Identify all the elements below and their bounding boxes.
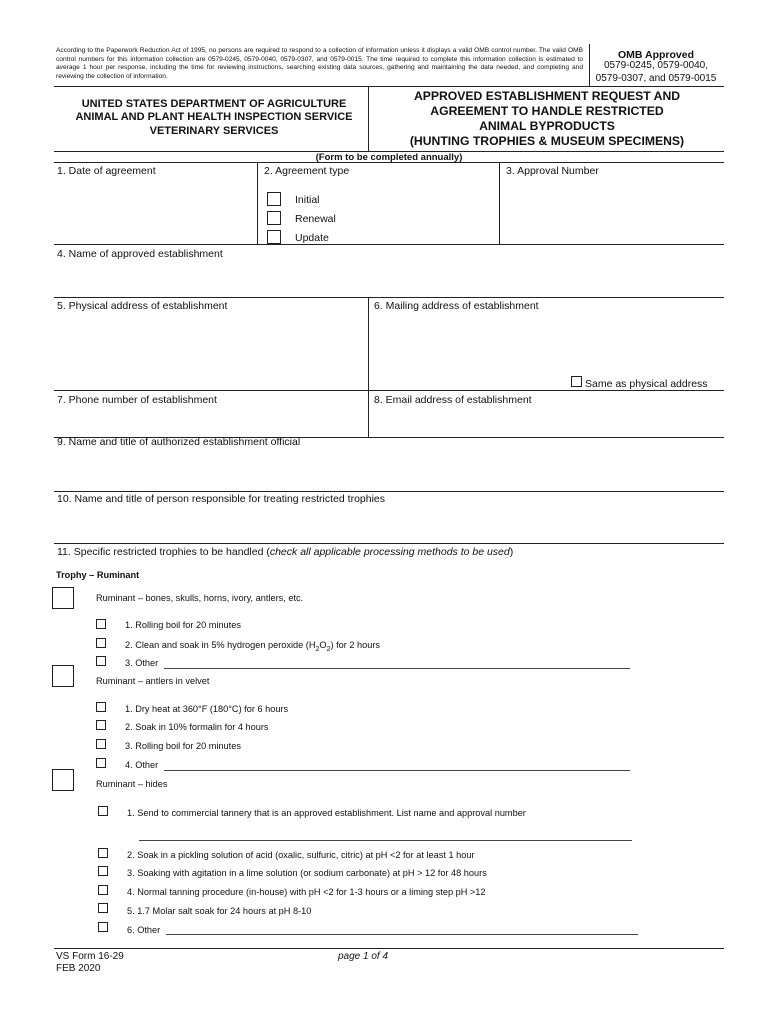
- agency-line3: VETERINARY SERVICES: [149, 125, 279, 137]
- bones-item-2: 2. Clean and soak in 5% hydrogen peroxide $(H_2O_2)$ for 2 hours: [125, 640, 381, 653]
- checkbox-bones-3[interactable]: [96, 656, 106, 666]
- checkbox-hides-2[interactable]: [98, 848, 108, 858]
- field-establishment-name-label: 4. Name of approved establishment: [57, 248, 223, 260]
- option-renewal: Renewal: [295, 213, 336, 225]
- checkbox-ruminant-bones[interactable]: [52, 587, 74, 609]
- hides-item-1: 1. Send to commercial tannery that is an approved establishment. List name and approval number: [127, 808, 526, 818]
- field-trophies-label: 11. Specific restricted trophies to be handled (check all applicable processing methods to be used): [57, 546, 514, 558]
- checkbox-hides-4[interactable]: [98, 885, 108, 895]
- footer-page: page 1 of 4: [338, 951, 389, 962]
- omb-numbers-line1: 0579-0245, 0579-0040,: [604, 60, 708, 71]
- paperwork-notice: According to the Paperwork Reduction Act of 1995, no persons are required to respond to a collection of information unless it displays a valid OMB control number. The valid OMB control numbers for this information collection are 0579-0245, 0579-0040, 0579-0307, and 0579-0015. The time required to complete this information collection is estimated to average 1 hour per response, including the time for reviewing instructions, searching existing data sources, gathering and maintaining the data needed, and completing and reviewing the collection of information.: [56, 47, 583, 80]
- form-title-line2: AGREEMENT TO HANDLE RESTRICTED: [430, 104, 664, 118]
- hides-item-6: 6. Other: [127, 925, 161, 935]
- omb-title: OMB Approved: [617, 49, 695, 61]
- checkbox-hides-6[interactable]: [98, 922, 108, 932]
- checkbox-ruminant-hides[interactable]: [52, 769, 74, 791]
- group-hides-label: Ruminant – hides: [96, 779, 168, 789]
- field-date-label: 1. Date of agreement: [57, 165, 156, 177]
- checkbox-update[interactable]: [267, 230, 281, 244]
- option-initial: Initial: [295, 194, 320, 206]
- agency-line1: UNITED STATES DEPARTMENT OF AGRICULTURE: [81, 98, 347, 110]
- checkbox-hides-1[interactable]: [98, 806, 108, 816]
- group-bones-label: Ruminant – bones, skulls, horns, ivory, antlers, etc.: [96, 593, 304, 603]
- velvet-item-3: 3. Rolling boil for 20 minutes: [125, 741, 241, 751]
- checkbox-ruminant-velvet[interactable]: [52, 665, 74, 687]
- bones-item-1: 1. Rolling boil for 20 minutes: [125, 620, 241, 630]
- group-velvet-label: Ruminant – antlers in velvet: [96, 676, 210, 686]
- form-title-line1: APPROVED ESTABLISHMENT REQUEST AND: [413, 89, 681, 103]
- velvet-item-1: 1. Dry heat at 360°F (180°C) for 6 hours: [125, 704, 289, 714]
- field-email-label: 8. Email address of establishment: [374, 394, 532, 406]
- checkbox-velvet-2[interactable]: [96, 720, 106, 730]
- hides-item-2: 2. Soak in a pickling solution of acid (oxalic, sulfuric, citric) at pH <2 for at least 1 hour: [127, 850, 475, 860]
- footer-form-date: FEB 2020: [56, 963, 101, 974]
- checkbox-hides-3[interactable]: [98, 866, 108, 876]
- hides-other-line[interactable]: [166, 934, 638, 935]
- field-approval-number-label: 3. Approval Number: [506, 165, 599, 177]
- hides-item-3: 3. Soaking with agitation in a lime solution (or sodium carbonate) at pH > 12 for 48 hours: [127, 868, 487, 878]
- hides-item-4: 4. Normal tanning procedure (in-house) with pH <2 for 1-3 hours or a liming step pH >12: [127, 887, 486, 897]
- velvet-other-line[interactable]: [164, 770, 630, 771]
- field-agreement-type-label: 2. Agreement type: [264, 165, 350, 177]
- form-note: (Form to be completed annually): [315, 152, 463, 163]
- field-mailing-address-label: 6. Mailing address of establishment: [374, 300, 539, 312]
- checkbox-renewal[interactable]: [267, 211, 281, 225]
- checkbox-velvet-4[interactable]: [96, 758, 106, 768]
- field-authorized-official-label: 9. Name and title of authorized establishment official: [57, 436, 301, 448]
- agency-line2: ANIMAL AND PLANT HEALTH INSPECTION SERVICE: [75, 111, 353, 123]
- hides-tannery-line[interactable]: [139, 840, 632, 841]
- checkbox-bones-1[interactable]: [96, 619, 106, 629]
- checkbox-hides-5[interactable]: [98, 903, 108, 913]
- checkbox-same-as-physical[interactable]: [571, 376, 582, 387]
- section-heading: Trophy – Ruminant: [56, 570, 140, 580]
- field-physical-address-label: 5. Physical address of establishment: [57, 300, 228, 312]
- velvet-item-4: 4. Other: [125, 760, 159, 770]
- bones-other-line[interactable]: [164, 668, 630, 669]
- form-title-line3: ANIMAL BYPRODUCTS: [479, 119, 615, 133]
- hides-item-5: 5. 1.7 Molar salt soak for 24 hours at pH 8-10: [127, 906, 312, 916]
- field-responsible-person-label: 10. Name and title of person responsible for treating restricted trophies: [57, 493, 386, 505]
- checkbox-velvet-1[interactable]: [96, 702, 106, 712]
- omb-numbers-line2: 0579-0307, and 0579-0015: [595, 73, 717, 84]
- checkbox-bones-2[interactable]: [96, 638, 106, 648]
- checkbox-velvet-3[interactable]: [96, 739, 106, 749]
- form-title-line4: (HUNTING TROPHIES & MUSEUM SPECIMENS): [409, 134, 685, 148]
- option-update: Update: [295, 232, 329, 244]
- footer-form-number: VS Form 16-29: [56, 951, 124, 962]
- field-phone-label: 7. Phone number of establishment: [57, 394, 217, 406]
- bones-item-3: 3. Other: [125, 658, 159, 668]
- same-as-physical-label: Same as physical address: [585, 378, 708, 390]
- checkbox-initial[interactable]: [267, 192, 281, 206]
- velvet-item-2: 2. Soak in 10% formalin for 4 hours: [125, 722, 269, 732]
